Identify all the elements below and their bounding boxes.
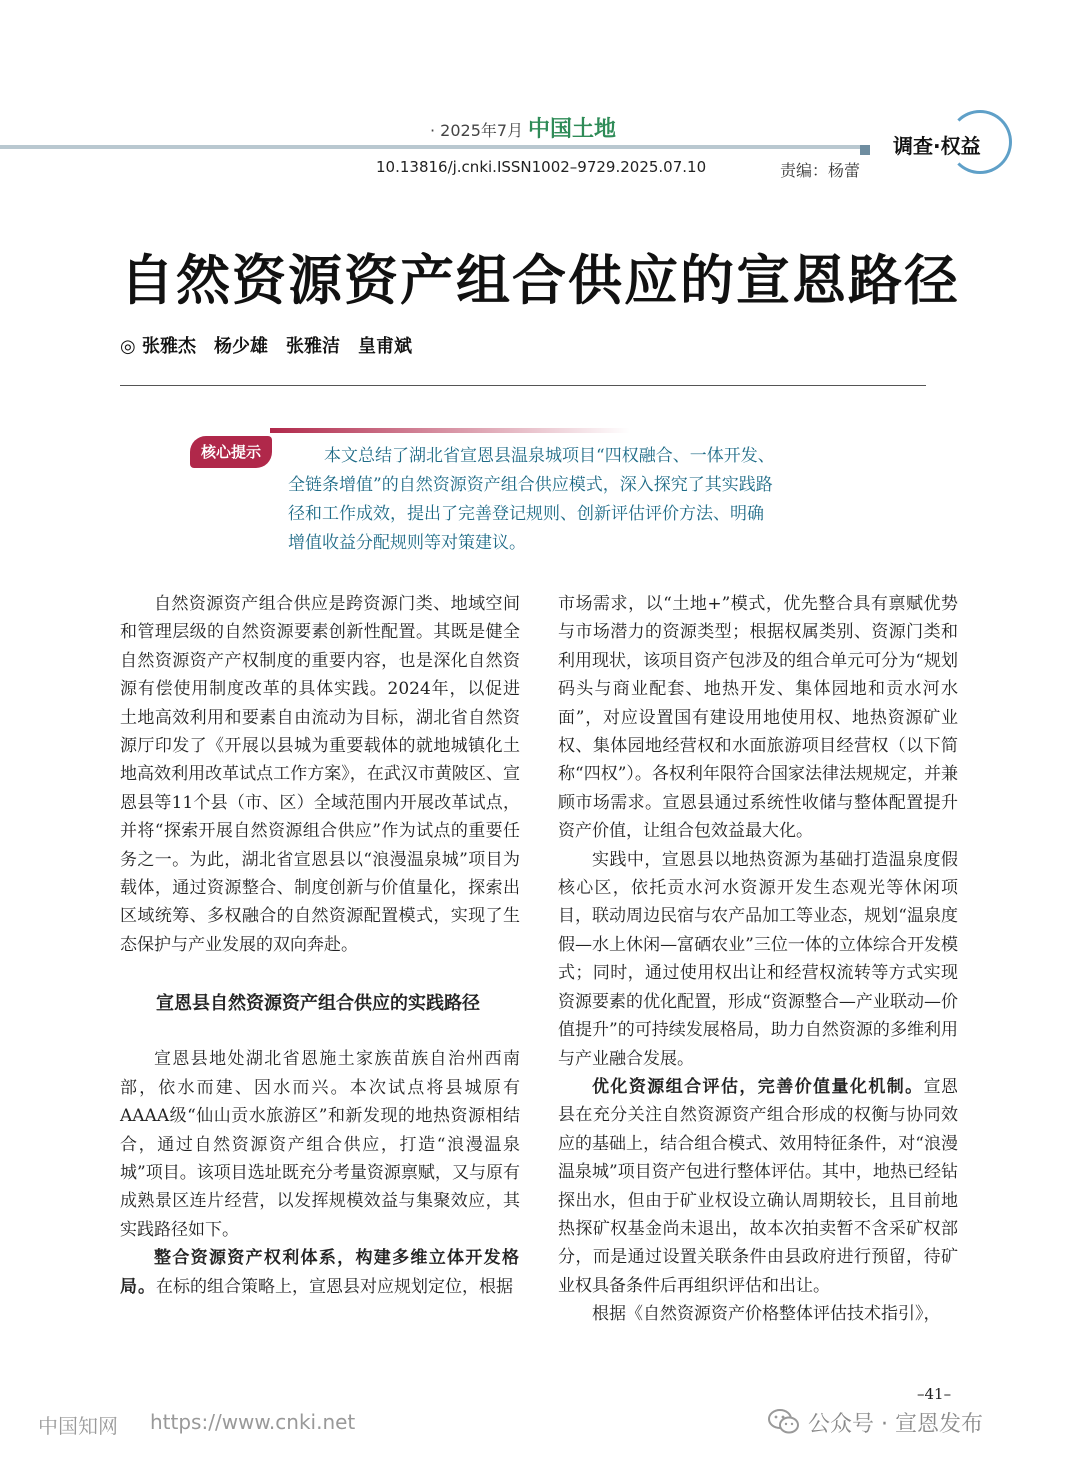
- doi: 10.13816/j.cnki.ISSN1002–9729.2025.07.10: [376, 158, 707, 176]
- wechat-icon: [768, 1408, 800, 1436]
- paragraph-lead: 优化资源组合评估，完善价值量化机制。: [592, 1076, 924, 1097]
- account-name: 公众号 · 宣恩发布: [808, 1412, 983, 1437]
- body-column-left: [120, 590, 520, 1301]
- paragraph: 实践中，宣恩县以地热资源为基础打造温泉度假核心区，依托贡水河水资源开发生态观光等休闲项目，联动周边民宿与农产品加工等业态，规划“温泉度假—水上休闲—富硒农业”三位一体的立体综合开发模式；同时，通过使用权出让和经营权流转等方式实现资源要素的优化配置，形成“资源整合—产业联动—价值提升”的可持续发展格局，助力自然资源的多维利用与产业融合发展。: [558, 849, 958, 1069]
- body-column-right: [558, 590, 958, 1329]
- paragraph: [558, 1073, 958, 1300]
- paragraph: 宣恩县地处湖北省恩施土家族苗族自治州西南部，依水而建、因水而兴。本次试点将县城原有AAAA级“仙山贡水旅游区”和新发现的地热资源相结合，通过自然资源资产组合供应，打造“浪漫温泉城”项目。该项目选址既充分考量资源禀赋，又与原有成熟景区连片经营，以发挥规模效益与集聚效应，其实践路径如下。: [120, 1049, 520, 1240]
- source-watermark: 中国知网: [38, 1414, 118, 1438]
- authors: ◎ 张雅杰 杨少雄 张雅洁 皇甫斌: [120, 336, 412, 357]
- paragraph-text: 在标的组合策略上，宣恩县对应规划定位，根据: [156, 1276, 513, 1297]
- abstract-badge: 核心提示: [190, 436, 272, 468]
- header-rule-marker: [860, 145, 870, 155]
- header-rule: [0, 145, 860, 149]
- paragraph: 市场需求，以“土地+”模式，优先整合具有禀赋优势与市场潜力的资源类型；根据权属类别、资源门类和利用现状，该项目资产包涉及的组合单元可分为“规划码头与商业配套、地热开发、集体园地和贡水河水面”，对应设置国有建设用地使用权、地热资源矿业权、集体园地经营权和水面旅游项目经营权（以下简称“四权”）。各权利年限符合国家法律法规规定，并兼顾市场需求。宣恩县通过系统性收储与整体配置提升资产价值，让组合包效益最大化。: [558, 594, 958, 842]
- paragraph-text: 宣恩县在充分关注自然资源资产组合形成的权衡与协同效应的基础上，结合组合模式、效用特征条件，对“浪漫温泉城”项目资产包进行整体评估。其中，地热已经钻探出水，但由于矿业权设立确认周期较长，且目前地热探矿权基金尚未退出，故本次拍卖暂不含采矿权部分，而是通过设置关联条件由县政府进行预留，待矿业权具备条件后再组织评估和出让。: [558, 1076, 958, 1296]
- source-url[interactable]: https://www.cnki.net: [150, 1410, 356, 1434]
- paragraph: 自然资源资产组合供应是跨资源门类、地域空间和管理层级的自然资源要素创新性配置。其既是健全自然资源资产产权制度的重要内容，也是深化自然资源有偿使用制度改革的具体实践。2024年，以促进土地高效利用和要素自由流动为目标，湖北省自然资源厅印发了《开展以县城为重要载体的就地城镇化土地高效利用改革试点工作方案》，在武汉市黄陂区、宣恩县等11个县（市、区）全域范围内开展改革试点，并将“探索开展自然资源组合供应”作为试点的重要任务之一。为此，湖北省宣恩县以“浪漫温泉城”项目为载体，通过资源整合、制度创新与价值量化，探索出区域统筹、多权融合的自然资源配置模式，实现了生态保护与产业发展的双向奔赴。: [120, 594, 520, 955]
- issue-date: · 2025年7月 ·: [430, 121, 534, 140]
- paragraph: 根据《自然资源资产价格整体评估技术指引》，: [592, 1304, 941, 1325]
- page-number: –41–: [917, 1385, 952, 1403]
- title-divider: [120, 385, 926, 386]
- magazine-name: 中国土地: [528, 117, 617, 142]
- section-label: 调查·权益: [893, 134, 981, 158]
- section-heading: 宣恩县自然资源资产组合供应的实践路径: [156, 993, 480, 1015]
- editor: 责编：杨蕾: [780, 161, 861, 180]
- paragraph: [120, 1244, 520, 1301]
- paragraph-lead: 整合资源资产权利体系，构建多维立体开发格局。: [120, 1248, 520, 1297]
- abstract-text: 本文总结了湖北省宣恩县温泉城项目“四权融合、一体开发、全链条增值”的自然资源资产组合供应模式，深入探究了其实践路径和工作成效，提出了完善登记规则、创新评估评价方法、明确增值收益分配规则等对策建议。: [288, 446, 775, 553]
- article-title: 自然资源资产组合供应的宣恩路径: [120, 248, 960, 312]
- abstract-bar: [270, 428, 630, 433]
